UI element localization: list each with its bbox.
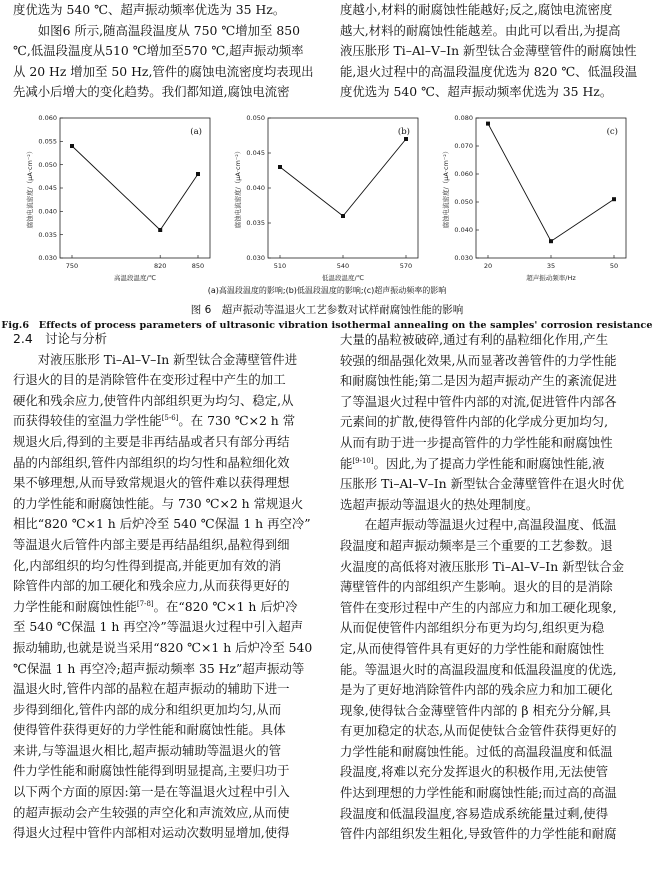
text-line: ℃保温 1 h 再空冷;超声振动频率 35 Hz”超声振动等 bbox=[13, 660, 305, 676]
y-tick-label: 0.080 bbox=[454, 114, 473, 123]
text-line: 件达到理想的力学性能和耐腐蚀性能;而过高的高温 bbox=[340, 785, 617, 801]
text-line: 越大,材料的耐腐蚀性能越差。由此可以看出,为提高 bbox=[340, 22, 621, 38]
text-line: 至 540 ℃保温 1 h 再空冷”等温退火过程中引入超声 bbox=[13, 619, 304, 635]
text-line: 能。等温退火时的高温段温度和低温段温度的优选, bbox=[340, 661, 617, 677]
text-line: 而获得较佳的室温力学性能[5-6]。在 730 ℃×2 h 常 bbox=[13, 413, 296, 429]
x-axis-label: 超声振动频率/Hz bbox=[526, 274, 576, 282]
text-line: 度越小,材料的耐腐蚀性能越好;反之,腐蚀电流密度 bbox=[340, 2, 613, 17]
text-line: 在超声振动等温退火过程中,高温段温度、低温 bbox=[364, 517, 617, 533]
figure-subcaption: (a)高温段温度的影响;(b)低温段温度的影响;(c)超声振动频率的影响 bbox=[207, 286, 447, 295]
y-tick-label: 0.055 bbox=[38, 137, 57, 146]
text-line: 相比“820 ℃×1 h 后炉冷至 540 ℃保温 1 h 再空冷” bbox=[13, 516, 311, 532]
text-line: 力学性能和耐腐蚀性能。过低的高温段温度和低温 bbox=[340, 743, 613, 759]
text-line: 果不够理想,从而导致常规退火的管件难以获得理想 bbox=[13, 475, 290, 491]
bottom-left-paragraph bbox=[13, 350, 321, 844]
panel-label: (c) bbox=[606, 127, 618, 137]
text-line: 的力学性能和耐腐蚀性能。与 730 ℃×2 h 常规退火 bbox=[13, 495, 304, 511]
figure-caption-en: Fig.6 Effects of process parameters of ultrasonic vibration isothermal annealing on the samples' corrosion resistance bbox=[1, 320, 653, 331]
text-line: 硬化和残余应力,使管件内部组织更为均匀、稳定,从 bbox=[13, 392, 294, 408]
text-line: 从 20 Hz 增加至 50 Hz,管件的腐蚀电流密度均表现出 bbox=[13, 63, 314, 79]
text-line: 步得到细化,管件内部的成分和组织更加均匀,从而 bbox=[13, 701, 282, 717]
y-tick-label: 0.045 bbox=[246, 149, 265, 158]
x-tick-label: 35 bbox=[546, 262, 556, 270]
x-tick-label: 850 bbox=[191, 262, 205, 270]
text-line: 的超声振动会产生较强的声空化和声流效应,从而使 bbox=[13, 804, 290, 820]
series-line bbox=[280, 139, 406, 216]
text-line: 得退火过程中管件内部相对运动次数明显增加,使得 bbox=[13, 825, 290, 841]
panel-label: (b) bbox=[397, 127, 410, 137]
text-line: 振动辅助,也就是说当采用“820 ℃×1 h 后炉冷至 540 bbox=[13, 639, 313, 655]
chart-c bbox=[436, 112, 636, 282]
x-tick-label: 820 bbox=[153, 262, 167, 270]
plot-frame bbox=[476, 118, 626, 258]
text-line: 段温度和超声振动频率是三个重要的工艺参数。退 bbox=[340, 537, 613, 553]
text-line: 大量的晶粒被破碎,通过有利的晶粒细化作用,产生 bbox=[340, 332, 609, 347]
text-line: 对液压胀形 Ti–Al–V–In 新型钛合金薄壁管件进 bbox=[37, 351, 298, 367]
x-axis-label: 高温段温度/℃ bbox=[114, 274, 156, 282]
x-tick-label: 540 bbox=[336, 262, 350, 270]
text-line: 管件内部组织发生粗化,导致管件的力学性能和耐腐 bbox=[340, 826, 617, 842]
plot-frame bbox=[60, 118, 210, 258]
text-line: 火温度的高低将对液压胀形 Ti–Al–V–In 新型钛合金 bbox=[340, 558, 625, 574]
text-line: 从而有助于进一步提高管件的力学性能和耐腐蚀性 bbox=[340, 434, 613, 450]
y-tick-label: 0.060 bbox=[454, 170, 473, 179]
x-tick-label: 570 bbox=[399, 262, 413, 270]
text-line: 定,从而使得管件具有更好的力学性能和耐腐蚀性 bbox=[340, 640, 605, 656]
text-line: ℃,低温段温度从510 ℃增加至570 ℃,超声振动频率 bbox=[13, 43, 304, 59]
text-line: 力学性能和耐腐蚀性能[7-8]。在“820 ℃×1 h 后炉冷 bbox=[13, 598, 298, 614]
data-point bbox=[196, 172, 200, 176]
data-point bbox=[158, 228, 162, 232]
data-point bbox=[278, 165, 282, 169]
text-line: 能,退火过程中的高温段温度优选为 820 ℃、低温段温 bbox=[340, 63, 638, 79]
text-line: 化,内部组织的均匀性得到提高,并能更加有效的消 bbox=[13, 557, 282, 573]
text-line: 规退火后,得到的主要是非再结晶或者只有部分再结 bbox=[13, 433, 290, 449]
y-tick-label: 0.040 bbox=[454, 226, 473, 235]
y-tick-label: 0.060 bbox=[38, 114, 57, 123]
y-tick-label: 0.050 bbox=[454, 198, 473, 207]
y-axis-label: 腐蚀电流密度/（μA·cm⁻²） bbox=[26, 147, 34, 229]
chart-a bbox=[20, 112, 220, 282]
x-tick-label: 50 bbox=[609, 262, 619, 270]
data-point bbox=[70, 144, 74, 148]
bottom-left-column bbox=[13, 330, 321, 844]
text-line: 行退火的目的是消除管件在变形过程中产生的加工 bbox=[13, 372, 286, 388]
text-line: 使得管件获得更好的力学性能和耐腐蚀性能。具体 bbox=[13, 722, 286, 738]
y-tick-label: 0.040 bbox=[38, 207, 57, 216]
text-line: 从而促使管件内部组织分布更为均匀,组织更为稳 bbox=[340, 620, 605, 636]
y-tick-label: 0.035 bbox=[38, 230, 57, 239]
y-tick-label: 0.070 bbox=[454, 142, 473, 151]
text-line: 段温度和低温段温度,容易造成系统能量过剩,使得 bbox=[340, 805, 609, 821]
bottom-right-paragraph bbox=[340, 330, 642, 845]
text-line: 晶的内部组织,管件内部组织的均匀性和晶粒细化效 bbox=[13, 454, 290, 470]
figure-panel-c bbox=[436, 112, 636, 286]
y-axis-label: 腐蚀电流密度/（μA·cm⁻²） bbox=[234, 147, 242, 229]
text-line: 选超声振动等温退火的热处理制度。 bbox=[340, 496, 539, 512]
text-line: 件力学性能和耐腐蚀性能得到明显提高,主要归功于 bbox=[13, 763, 290, 779]
y-tick-label: 0.030 bbox=[246, 254, 265, 263]
y-tick-label: 0.050 bbox=[38, 160, 57, 169]
series-line bbox=[72, 146, 198, 230]
chart-b bbox=[228, 112, 428, 282]
text-line: 度优选为 540 ℃、超声振动频率优选为 35 Hz。 bbox=[13, 2, 286, 17]
y-axis-label: 腐蚀电流密度/（μA·cm⁻²） bbox=[442, 147, 450, 229]
text-line: 液压胀形 Ti–Al–V–In 新型钛合金薄壁管件的耐腐蚀性 bbox=[340, 43, 637, 59]
text-line: 来讲,与等温退火相比,超声振动辅助等温退火的管 bbox=[13, 742, 282, 758]
data-point bbox=[549, 239, 553, 243]
x-tick-label: 20 bbox=[483, 262, 493, 270]
figure-panel-a bbox=[20, 112, 220, 286]
y-tick-label: 0.050 bbox=[246, 114, 265, 123]
x-axis-label: 低温段温度/℃ bbox=[322, 274, 364, 282]
figure-caption-cn: 图 6 超声振动等温退火工艺参数对试样耐腐蚀性能的影响 bbox=[190, 304, 464, 316]
text-line: 管件在变形过程中产生的内部应力和加工硬化现象, bbox=[340, 599, 617, 615]
y-tick-label: 0.035 bbox=[246, 219, 265, 228]
data-point bbox=[404, 137, 408, 141]
top-left-paragraph bbox=[13, 0, 321, 103]
y-tick-label: 0.045 bbox=[38, 184, 57, 193]
text-line: 温退火时,管件内部的晶粒在超声振动的辅助下进一 bbox=[13, 681, 290, 697]
text-line: 现象,使得钛合金薄壁管件内部的 β 相充分分解,具 bbox=[340, 702, 611, 718]
text-line: 压胀形 Ti–Al–V–In 新型钛合金薄壁管件在退火时优 bbox=[340, 476, 625, 492]
section-heading: 2.4 讨论与分析 bbox=[13, 331, 108, 346]
x-tick-label: 510 bbox=[273, 262, 287, 270]
top-right-paragraph bbox=[340, 0, 642, 103]
text-line: 元素间的扩散,使得管件内部的化学成分更加均匀, bbox=[340, 414, 609, 430]
y-tick-label: 0.030 bbox=[38, 254, 57, 263]
text-line: 如图6 所示,随高温段温度从 750 ℃增加至 850 bbox=[37, 22, 301, 38]
text-line: 除管件内部的加工硬化和残余应力,从而获得更好的 bbox=[13, 578, 290, 594]
plot-frame bbox=[268, 118, 418, 258]
series-line bbox=[488, 124, 614, 242]
text-line: 薄壁管件的内部组织产生影响。退火的目的是消除 bbox=[340, 579, 613, 595]
figure-panel-b bbox=[228, 112, 428, 286]
text-line: 了等温退火过程中管件内部的对流,促进管件内部各 bbox=[340, 393, 617, 409]
text-line: 能[9-10]。因此,为了提高力学性能和耐腐蚀性能,液 bbox=[340, 455, 605, 471]
text-line: 和耐腐蚀性能;第二是因为超声振动产生的紊流促进 bbox=[340, 373, 617, 389]
x-tick-label: 750 bbox=[65, 262, 79, 270]
y-tick-label: 0.030 bbox=[454, 254, 473, 263]
text-line: 度优选为 540 ℃、超声振动频率优选为 35 Hz。 bbox=[340, 84, 613, 100]
data-point bbox=[341, 214, 345, 218]
text-line: 先减小后增大的变化趋势。我们都知道,腐蚀电流密 bbox=[13, 84, 290, 100]
text-line: 等温退火后管件内部主要是再结晶组织,晶粒得到细 bbox=[13, 536, 290, 552]
text-line: 是为了更好地消除管件内部的残余应力和加工硬化 bbox=[340, 682, 613, 698]
y-tick-label: 0.040 bbox=[246, 184, 265, 193]
data-point bbox=[486, 122, 490, 126]
text-line: 有更加稳定的状态,从而促使钛合金管件获得更好的 bbox=[340, 723, 617, 739]
data-point bbox=[612, 197, 616, 201]
panel-label: (a) bbox=[190, 127, 202, 137]
text-line: 较强的细晶强化效果,从而显著改善管件的力学性能 bbox=[340, 352, 617, 368]
text-line: 段温度,将难以充分发挥退火的积极作用,无法使管 bbox=[340, 764, 609, 780]
text-line: 以下两个方面的原因:第一是在等温退火过程中引入 bbox=[13, 784, 290, 800]
